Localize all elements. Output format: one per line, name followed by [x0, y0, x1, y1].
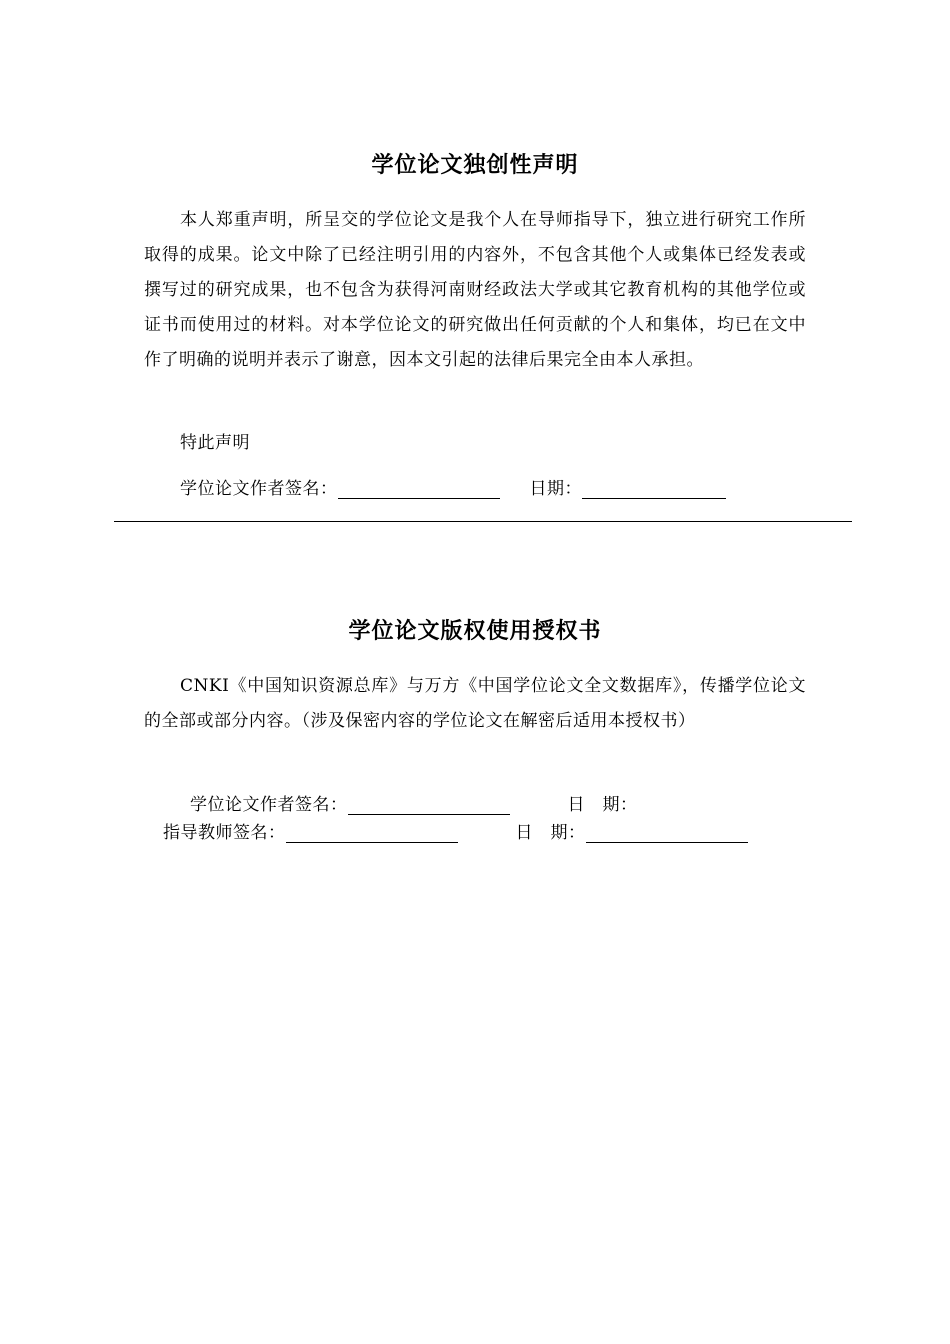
authorization-author-date-label: 日 期： — [567, 795, 638, 815]
author-signature-label: 学位论文作者签名： — [180, 479, 338, 499]
declaration-signature-row — [180, 474, 726, 499]
declaration-date-field[interactable] — [582, 478, 726, 499]
advisor-date-label: 日 期： — [515, 823, 586, 843]
advisor-date-field[interactable] — [586, 822, 748, 843]
authorization-author-signature-label: 学位论文作者签名： — [190, 795, 348, 815]
declaration-date-label: 日期： — [529, 479, 582, 499]
authorization-author-row — [190, 790, 638, 815]
authorization-body: CNKI《中国知识资源总库》与万方《中国学位论文全文数据库》，传播学位论文的全部或部分内容。（涉及保密内容的学位论文在解密后适用本授权书） — [144, 676, 806, 731]
advisor-signature-label: 指导教师签名： — [163, 823, 286, 843]
authorization-author-signature-field[interactable] — [348, 794, 510, 815]
declaration-closing: 特此声明 — [180, 433, 250, 453]
advisor-signature-field[interactable] — [286, 822, 458, 843]
authorization-title: 学位论文版权使用授权书 — [348, 619, 602, 644]
declaration-title: 学位论文独创性声明 — [371, 153, 579, 178]
authorization-advisor-row — [163, 818, 748, 843]
author-signature-field[interactable] — [338, 478, 500, 499]
declaration-body: 本人郑重声明，所呈交的学位论文是我个人在导师指导下，独立进行研究工作所取得的成果。论文中除了已经注明引用的内容外，不包含其他个人或集体已经发表或撰写过的研究成果，也不包含为获得河南财经政法大学或其它教育机构的其他学位或证书而使用过的材料。对本学位论文的研究做出任何贡献的个人和集体，均已在文中作了明确的说明并表示了谢意，因本文引起的法律后果完全由本人承担。 — [144, 210, 806, 370]
section-divider — [114, 521, 852, 522]
